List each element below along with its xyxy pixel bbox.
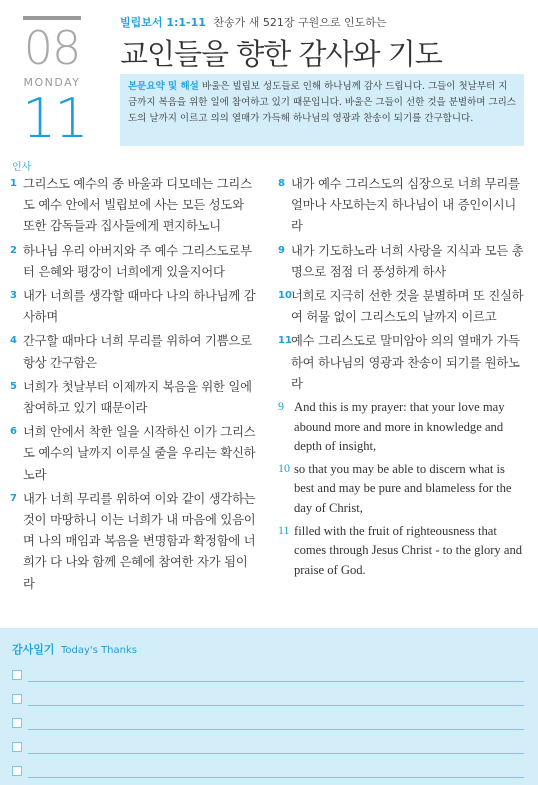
verse-row — [10, 241, 256, 283]
verse-text: 내가 너희 무리를 위하여 이와 같이 생각하는 것이 마땅하니 이는 너희가 내 마음에 있음이며 나의 매임과 복음을 변명함과 확정함에 너희가 다 나와 함께 은혜에 참여한 자가 됨이라 — [23, 491, 256, 591]
verse-row — [10, 331, 256, 373]
thanks-title-korean: 감사일기 — [12, 643, 55, 656]
verse-number: 6 — [10, 426, 17, 438]
verse-number: 11 — [278, 522, 290, 537]
thanks-title — [12, 641, 137, 657]
thanks-checkbox[interactable] — [12, 670, 22, 680]
verse-row — [10, 174, 256, 238]
verse-text: 내가 너희를 생각할 때마다 나의 하나님께 감사하며 — [23, 289, 256, 325]
verse-number: 5 — [10, 380, 17, 392]
verse-row — [10, 489, 256, 595]
verse-row — [278, 398, 524, 457]
verse-text: 너희 안에서 착한 일을 시작하신 이가 그리스도 예수의 날까지 이루실 줄을 우리는 확신하노라 — [23, 425, 256, 482]
verse-text: 내가 예수 그리스도의 심장으로 너희 무리를 얼마나 사모하는지 하나님이 내 증인이시니라 — [291, 177, 520, 234]
verse-row — [10, 286, 256, 328]
summary-text: 바울은 빌립보 성도들로 인해 하나님께 감사 드립니다. 그들이 첫날부터 지금까지 복음을 위한 일에 참여하고 있기 때문입니다. 바울은 그들이 선한 것을 분별하며 그리스도의 날까지 이르고 의의 열매가 가득해 하나님의 영광과 찬송이 되기를 간구합니다. — [128, 81, 516, 124]
verse-row — [278, 174, 524, 238]
thanks-checkbox[interactable] — [12, 766, 22, 776]
thanks-checkbox[interactable] — [12, 694, 22, 704]
verse-text: 너희로 지극히 선한 것을 분별하며 또 진실하여 허물 없이 그리스도의 날까지 이르고 — [291, 289, 524, 325]
verse-row — [278, 522, 524, 581]
verse-text: so that you may be able to discern what is best and may be pure and blameless for the day of Christ, — [294, 461, 512, 515]
verse-row — [278, 331, 524, 395]
scripture-reference: 빌립보서 1:1-11 — [120, 16, 206, 29]
verse-text: 예수 그리스도로 말미암아 의의 열매가 가득하여 하나님의 영광과 찬송이 되기를 원하노라 — [291, 334, 520, 391]
thanks-rule — [28, 705, 524, 706]
date-block — [22, 16, 87, 150]
section-label: 인사 — [12, 162, 32, 173]
verse-number: 8 — [278, 178, 285, 189]
verse-row — [278, 286, 524, 328]
thanks-checkbox[interactable] — [12, 718, 22, 728]
verse-number: 1 — [10, 178, 17, 189]
summary-label: 본문요약 및 해설 — [128, 81, 199, 92]
verses-right-column — [278, 174, 524, 583]
page-title: 교인들을 향한 감사와 기도 — [120, 37, 442, 71]
verse-number: 2 — [10, 244, 17, 256]
page-header — [120, 14, 524, 73]
verse-row — [10, 422, 256, 486]
verse-row — [278, 241, 524, 283]
thanks-rule — [28, 729, 524, 730]
weekday-label: MONDAY — [23, 76, 81, 89]
thanks-entry-line[interactable] — [12, 766, 524, 778]
date-top-bar — [23, 16, 81, 20]
day-number: 11 — [22, 87, 87, 150]
verse-text: And this is my prayer: that your love may abound more and more in knowledge and depth of insight, — [294, 400, 505, 454]
verses-left-column — [10, 174, 256, 598]
verse-text: 하나님 우리 아버지와 주 예수 그리스도로부터 은혜와 평강이 너희에게 있을지어다 — [23, 243, 252, 279]
verse-text: 그리스도 예수의 종 바울과 디모데는 그리스도 예수 안에서 빌립보에 사는 모든 성도와 또한 감독들과 집사들에게 편지하노니 — [23, 177, 252, 234]
scripture-reference-line — [120, 14, 524, 30]
verse-text: 간구할 때마다 너희 무리를 위하여 기쁨으로 항상 간구함은 — [23, 334, 252, 370]
english-verses — [278, 398, 524, 580]
thanks-rule — [28, 681, 524, 682]
thanks-entry-line[interactable] — [12, 670, 524, 682]
verse-number: 9 — [278, 244, 285, 256]
verse-number: 3 — [10, 290, 17, 302]
verse-text: 내가 기도하노라 너희 사랑을 지식과 모든 총명으로 점점 더 풍성하게 하사 — [291, 243, 524, 279]
verse-row — [10, 377, 256, 419]
thanks-rule — [28, 753, 524, 754]
verse-number: 4 — [10, 335, 17, 347]
verse-text: 너희가 첫날부터 이제까지 복음을 위한 일에 참여하고 있기 때문이라 — [23, 379, 252, 416]
verse-row — [278, 460, 524, 519]
verse-number: 7 — [10, 492, 17, 504]
verse-text: filled with the fruit of righteousness that comes through Jesus Christ - to the glory and praise of God. — [294, 523, 523, 577]
verse-number: 10 — [278, 290, 292, 302]
korean-verses-right — [278, 174, 524, 395]
verse-number: 11 — [278, 335, 292, 347]
verse-number: 10 — [278, 460, 290, 475]
thanks-rule — [28, 777, 524, 778]
verse-number: 9 — [278, 399, 284, 414]
thanks-entry-line[interactable] — [12, 742, 524, 754]
thanks-title-english: Today's Thanks — [61, 645, 137, 656]
month-number: 08 — [23, 21, 81, 75]
thanks-journal-panel — [0, 628, 538, 785]
thanks-checkbox[interactable] — [12, 742, 22, 752]
thanks-entry-line[interactable] — [12, 694, 524, 706]
hymn-reference: 찬송가 새 521장 구원으로 인도하는 — [213, 16, 387, 29]
summary-box — [120, 74, 524, 146]
thanks-entry-line[interactable] — [12, 718, 524, 730]
